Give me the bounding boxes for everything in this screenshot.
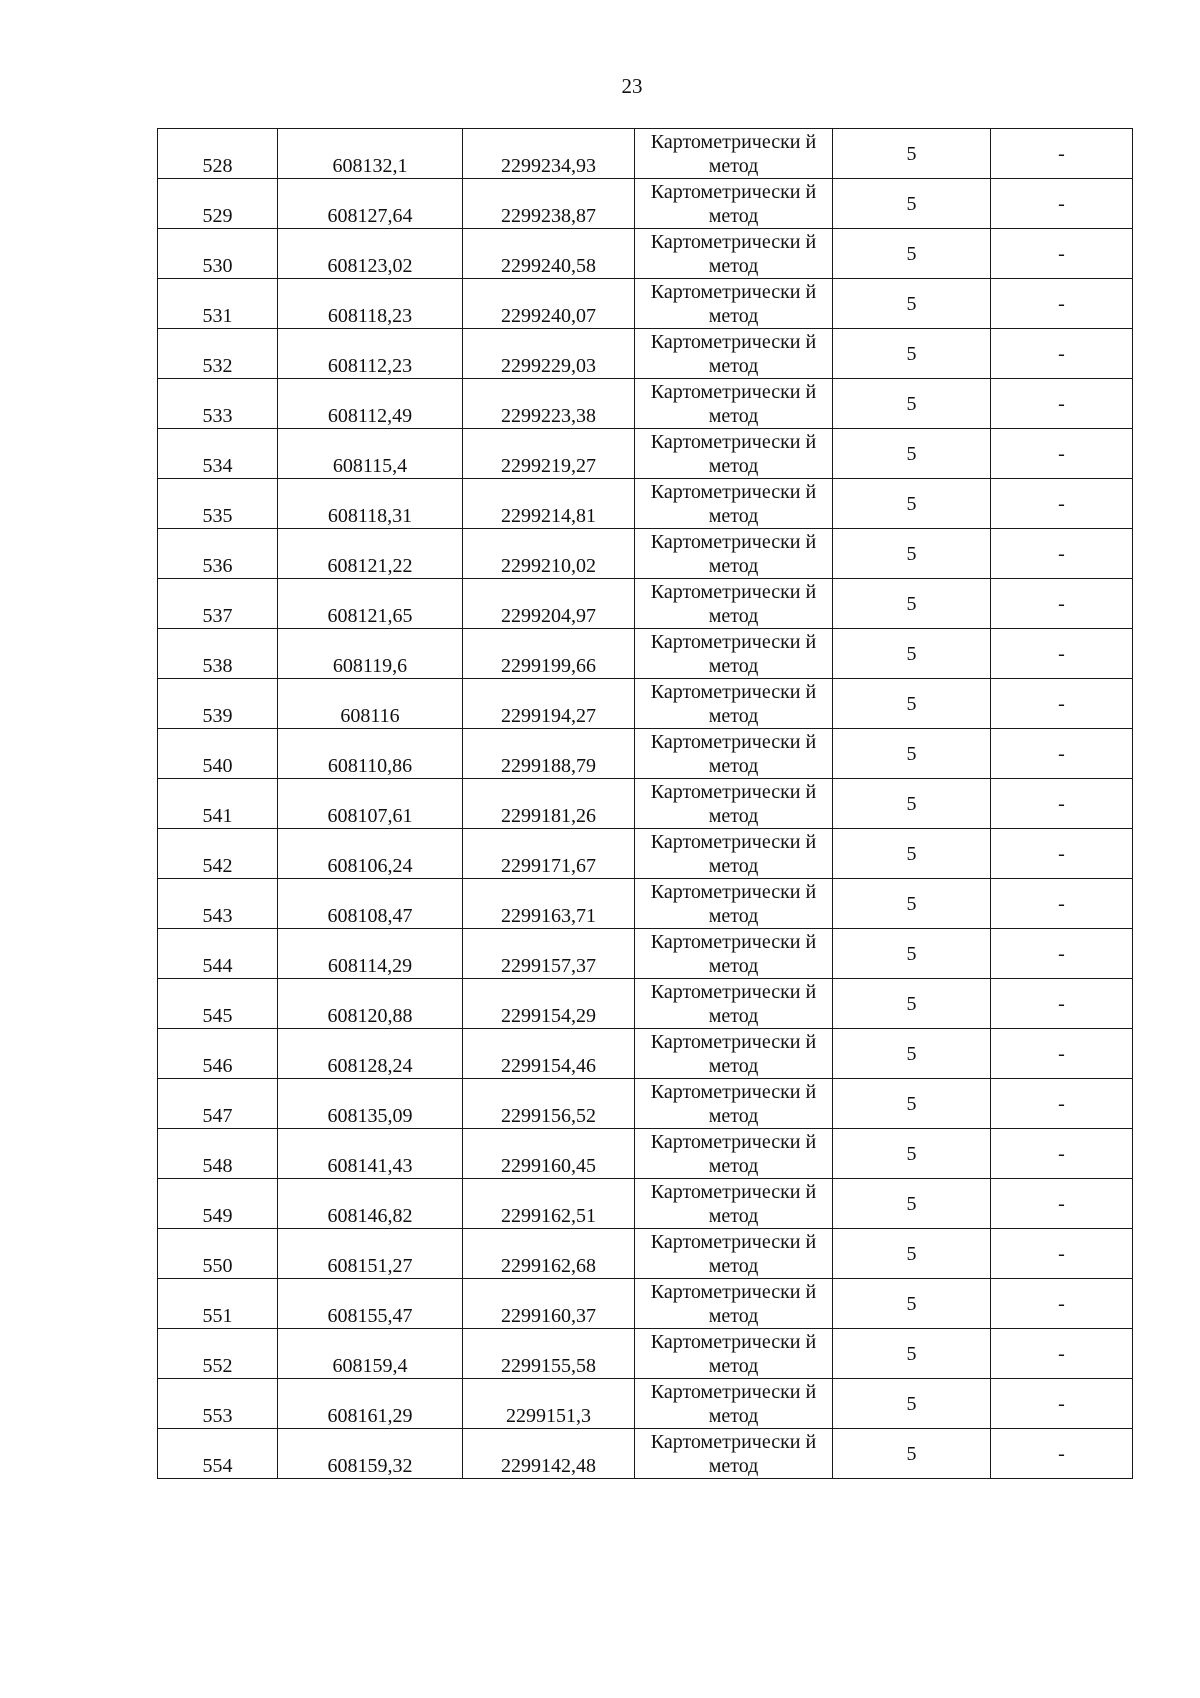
point-number-cell: 540 xyxy=(158,729,278,779)
description-cell: - xyxy=(991,329,1133,379)
x-coordinate-cell: 608159,32 xyxy=(278,1429,463,1479)
point-number-cell: 532 xyxy=(158,329,278,379)
method-cell: Картометрически й метод xyxy=(635,329,833,379)
table-row xyxy=(158,279,1133,329)
point-number-cell: 537 xyxy=(158,579,278,629)
x-coordinate-cell: 608114,29 xyxy=(278,929,463,979)
point-number-cell: 550 xyxy=(158,1229,278,1279)
method-cell: Картометрически й метод xyxy=(635,1129,833,1179)
y-coordinate-cell: 2299160,45 xyxy=(463,1129,635,1179)
description-cell: - xyxy=(991,1029,1133,1079)
description-cell: - xyxy=(991,1229,1133,1279)
table-row xyxy=(158,629,1133,679)
x-coordinate-cell: 608119,6 xyxy=(278,629,463,679)
accuracy-cell: 5 xyxy=(833,829,991,879)
coordinates-table xyxy=(157,128,1133,1479)
table-row xyxy=(158,129,1133,179)
table-row xyxy=(158,879,1133,929)
point-number-cell: 528 xyxy=(158,129,278,179)
table-row xyxy=(158,779,1133,829)
table-row xyxy=(158,1179,1133,1229)
table-row xyxy=(158,979,1133,1029)
description-cell: - xyxy=(991,629,1133,679)
description-cell: - xyxy=(991,1329,1133,1379)
y-coordinate-cell: 2299162,68 xyxy=(463,1229,635,1279)
table-row xyxy=(158,329,1133,379)
point-number-cell: 549 xyxy=(158,1179,278,1229)
accuracy-cell: 5 xyxy=(833,1429,991,1479)
x-coordinate-cell: 608135,09 xyxy=(278,1079,463,1129)
description-cell: - xyxy=(991,379,1133,429)
method-cell: Картометрически й метод xyxy=(635,379,833,429)
table-row xyxy=(158,1129,1133,1179)
y-coordinate-cell: 2299160,37 xyxy=(463,1279,635,1329)
accuracy-cell: 5 xyxy=(833,179,991,229)
y-coordinate-cell: 2299157,37 xyxy=(463,929,635,979)
accuracy-cell: 5 xyxy=(833,729,991,779)
accuracy-cell: 5 xyxy=(833,879,991,929)
accuracy-cell: 5 xyxy=(833,679,991,729)
point-number-cell: 552 xyxy=(158,1329,278,1379)
description-cell: - xyxy=(991,729,1133,779)
table-row xyxy=(158,1229,1133,1279)
description-cell: - xyxy=(991,529,1133,579)
description-cell: - xyxy=(991,479,1133,529)
x-coordinate-cell: 608115,4 xyxy=(278,429,463,479)
x-coordinate-cell: 608146,82 xyxy=(278,1179,463,1229)
accuracy-cell: 5 xyxy=(833,1029,991,1079)
x-coordinate-cell: 608132,1 xyxy=(278,129,463,179)
method-cell: Картометрически й метод xyxy=(635,929,833,979)
description-cell: - xyxy=(991,229,1133,279)
x-coordinate-cell: 608141,43 xyxy=(278,1129,463,1179)
point-number-cell: 536 xyxy=(158,529,278,579)
x-coordinate-cell: 608106,24 xyxy=(278,829,463,879)
method-cell: Картометрически й метод xyxy=(635,779,833,829)
method-cell: Картометрически й метод xyxy=(635,1429,833,1479)
y-coordinate-cell: 2299219,27 xyxy=(463,429,635,479)
method-cell: Картометрически й метод xyxy=(635,1279,833,1329)
description-cell: - xyxy=(991,1129,1133,1179)
point-number-cell: 546 xyxy=(158,1029,278,1079)
y-coordinate-cell: 2299240,07 xyxy=(463,279,635,329)
point-number-cell: 539 xyxy=(158,679,278,729)
x-coordinate-cell: 608107,61 xyxy=(278,779,463,829)
description-cell: - xyxy=(991,129,1133,179)
accuracy-cell: 5 xyxy=(833,629,991,679)
accuracy-cell: 5 xyxy=(833,1129,991,1179)
point-number-cell: 538 xyxy=(158,629,278,679)
description-cell: - xyxy=(991,429,1133,479)
accuracy-cell: 5 xyxy=(833,279,991,329)
method-cell: Картометрически й метод xyxy=(635,429,833,479)
point-number-cell: 541 xyxy=(158,779,278,829)
method-cell: Картометрически й метод xyxy=(635,1229,833,1279)
y-coordinate-cell: 2299151,3 xyxy=(463,1379,635,1429)
x-coordinate-cell: 608155,47 xyxy=(278,1279,463,1329)
y-coordinate-cell: 2299194,27 xyxy=(463,679,635,729)
accuracy-cell: 5 xyxy=(833,929,991,979)
table-row xyxy=(158,1279,1133,1329)
method-cell: Картометрически й метод xyxy=(635,129,833,179)
x-coordinate-cell: 608121,22 xyxy=(278,529,463,579)
x-coordinate-cell: 608118,31 xyxy=(278,479,463,529)
y-coordinate-cell: 2299163,71 xyxy=(463,879,635,929)
x-coordinate-cell: 608118,23 xyxy=(278,279,463,329)
point-number-cell: 534 xyxy=(158,429,278,479)
accuracy-cell: 5 xyxy=(833,1379,991,1429)
y-coordinate-cell: 2299154,29 xyxy=(463,979,635,1029)
y-coordinate-cell: 2299204,97 xyxy=(463,579,635,629)
method-cell: Картометрически й метод xyxy=(635,679,833,729)
point-number-cell: 551 xyxy=(158,1279,278,1329)
point-number-cell: 545 xyxy=(158,979,278,1029)
point-number-cell: 554 xyxy=(158,1429,278,1479)
x-coordinate-cell: 608128,24 xyxy=(278,1029,463,1079)
description-cell: - xyxy=(991,879,1133,929)
y-coordinate-cell: 2299199,66 xyxy=(463,629,635,679)
table-row xyxy=(158,1429,1133,1479)
accuracy-cell: 5 xyxy=(833,229,991,279)
point-number-cell: 529 xyxy=(158,179,278,229)
x-coordinate-cell: 608112,49 xyxy=(278,379,463,429)
table-row xyxy=(158,229,1133,279)
accuracy-cell: 5 xyxy=(833,379,991,429)
accuracy-cell: 5 xyxy=(833,779,991,829)
accuracy-cell: 5 xyxy=(833,479,991,529)
method-cell: Картометрически й метод xyxy=(635,579,833,629)
accuracy-cell: 5 xyxy=(833,579,991,629)
table-row xyxy=(158,829,1133,879)
method-cell: Картометрически й метод xyxy=(635,629,833,679)
accuracy-cell: 5 xyxy=(833,1229,991,1279)
y-coordinate-cell: 2299238,87 xyxy=(463,179,635,229)
y-coordinate-cell: 2299154,46 xyxy=(463,1029,635,1079)
point-number-cell: 548 xyxy=(158,1129,278,1179)
y-coordinate-cell: 2299171,67 xyxy=(463,829,635,879)
accuracy-cell: 5 xyxy=(833,429,991,479)
accuracy-cell: 5 xyxy=(833,529,991,579)
description-cell: - xyxy=(991,829,1133,879)
table-row xyxy=(158,579,1133,629)
method-cell: Картометрически й метод xyxy=(635,179,833,229)
x-coordinate-cell: 608108,47 xyxy=(278,879,463,929)
y-coordinate-cell: 2299214,81 xyxy=(463,479,635,529)
accuracy-cell: 5 xyxy=(833,979,991,1029)
coordinates-table-body xyxy=(158,129,1133,1479)
table-row xyxy=(158,179,1133,229)
y-coordinate-cell: 2299142,48 xyxy=(463,1429,635,1479)
description-cell: - xyxy=(991,579,1133,629)
method-cell: Картометрически й метод xyxy=(635,829,833,879)
table-row xyxy=(158,929,1133,979)
description-cell: - xyxy=(991,979,1133,1029)
table-row xyxy=(158,479,1133,529)
page-number: 23 xyxy=(621,74,643,98)
table-row xyxy=(158,1079,1133,1129)
method-cell: Картометрически й метод xyxy=(635,229,833,279)
x-coordinate-cell: 608127,64 xyxy=(278,179,463,229)
description-cell: - xyxy=(991,279,1133,329)
y-coordinate-cell: 2299181,26 xyxy=(463,779,635,829)
y-coordinate-cell: 2299240,58 xyxy=(463,229,635,279)
method-cell: Картометрически й метод xyxy=(635,979,833,1029)
table-row xyxy=(158,679,1133,729)
x-coordinate-cell: 608116 xyxy=(278,679,463,729)
accuracy-cell: 5 xyxy=(833,1079,991,1129)
x-coordinate-cell: 608123,02 xyxy=(278,229,463,279)
y-coordinate-cell: 2299223,38 xyxy=(463,379,635,429)
description-cell: - xyxy=(991,929,1133,979)
method-cell: Картометрически й метод xyxy=(635,1029,833,1079)
accuracy-cell: 5 xyxy=(833,1179,991,1229)
y-coordinate-cell: 2299155,58 xyxy=(463,1329,635,1379)
x-coordinate-cell: 608112,23 xyxy=(278,329,463,379)
point-number-cell: 533 xyxy=(158,379,278,429)
table-row xyxy=(158,529,1133,579)
y-coordinate-cell: 2299188,79 xyxy=(463,729,635,779)
table-row xyxy=(158,379,1133,429)
y-coordinate-cell: 2299210,02 xyxy=(463,529,635,579)
x-coordinate-cell: 608121,65 xyxy=(278,579,463,629)
description-cell: - xyxy=(991,779,1133,829)
method-cell: Картометрически й метод xyxy=(635,879,833,929)
method-cell: Картометрически й метод xyxy=(635,479,833,529)
point-number-cell: 530 xyxy=(158,229,278,279)
point-number-cell: 544 xyxy=(158,929,278,979)
y-coordinate-cell: 2299162,51 xyxy=(463,1179,635,1229)
table-row xyxy=(158,1379,1133,1429)
method-cell: Картометрически й метод xyxy=(635,529,833,579)
y-coordinate-cell: 2299234,93 xyxy=(463,129,635,179)
point-number-cell: 547 xyxy=(158,1079,278,1129)
accuracy-cell: 5 xyxy=(833,329,991,379)
description-cell: - xyxy=(991,1179,1133,1229)
description-cell: - xyxy=(991,679,1133,729)
x-coordinate-cell: 608159,4 xyxy=(278,1329,463,1379)
x-coordinate-cell: 608151,27 xyxy=(278,1229,463,1279)
point-number-cell: 531 xyxy=(158,279,278,329)
accuracy-cell: 5 xyxy=(833,1279,991,1329)
accuracy-cell: 5 xyxy=(833,129,991,179)
point-number-cell: 535 xyxy=(158,479,278,529)
description-cell: - xyxy=(991,1379,1133,1429)
table-row xyxy=(158,1329,1133,1379)
point-number-cell: 542 xyxy=(158,829,278,879)
method-cell: Картометрически й метод xyxy=(635,729,833,779)
y-coordinate-cell: 2299156,52 xyxy=(463,1079,635,1129)
point-number-cell: 553 xyxy=(158,1379,278,1429)
accuracy-cell: 5 xyxy=(833,1329,991,1379)
point-number-cell: 543 xyxy=(158,879,278,929)
table-row xyxy=(158,429,1133,479)
table-row xyxy=(158,1029,1133,1079)
method-cell: Картометрически й метод xyxy=(635,1179,833,1229)
table-row xyxy=(158,729,1133,779)
method-cell: Картометрически й метод xyxy=(635,1079,833,1129)
method-cell: Картометрически й метод xyxy=(635,279,833,329)
x-coordinate-cell: 608161,29 xyxy=(278,1379,463,1429)
description-cell: - xyxy=(991,1079,1133,1129)
x-coordinate-cell: 608120,88 xyxy=(278,979,463,1029)
method-cell: Картометрически й метод xyxy=(635,1379,833,1429)
description-cell: - xyxy=(991,179,1133,229)
description-cell: - xyxy=(991,1279,1133,1329)
y-coordinate-cell: 2299229,03 xyxy=(463,329,635,379)
method-cell: Картометрически й метод xyxy=(635,1329,833,1379)
x-coordinate-cell: 608110,86 xyxy=(278,729,463,779)
description-cell: - xyxy=(991,1429,1133,1479)
